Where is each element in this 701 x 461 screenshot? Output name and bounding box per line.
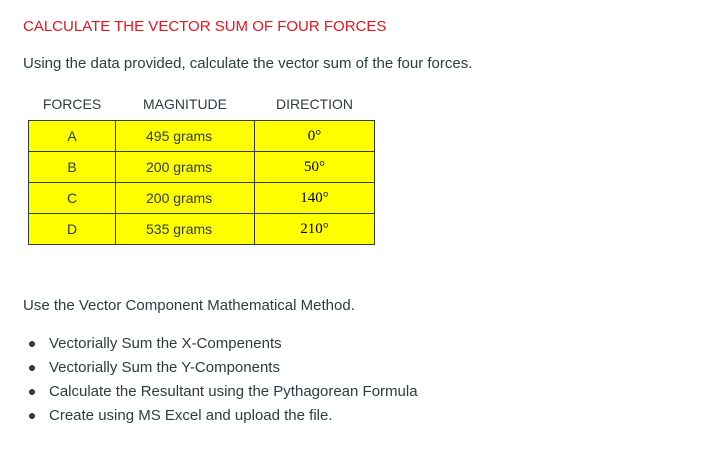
list-item-text: Create using MS Excel and upload the file. [49,407,333,424]
direction-cell: 0° [255,121,375,152]
direction-cell: 140° [255,183,375,214]
list-item-text: Vectorially Sum the X-Compenents [49,335,282,352]
bullet-icon [29,389,35,395]
list-item-text: Calculate the Resultant using the Pythagorean Formula [49,383,418,400]
header-direction: DIRECTION [255,88,375,121]
method-text: Use the Vector Component Mathematical Method. [23,297,355,314]
table-row [29,152,375,183]
magnitude-cell: 495 grams [116,121,255,152]
table-row [29,183,375,214]
steps-list [23,332,418,428]
list-item [49,380,418,404]
header-magnitude: MAGNITUDE [116,88,255,121]
magnitude-cell: 535 grams [116,214,255,245]
list-item [49,332,418,356]
table-row [29,121,375,152]
forces-table [28,88,375,245]
direction-cell: 210° [255,214,375,245]
list-item [49,356,418,380]
magnitude-cell: 200 grams [116,183,255,214]
force-cell: D [29,214,116,245]
force-cell: C [29,183,116,214]
bullet-icon [29,365,35,371]
table-row [29,214,375,245]
magnitude-cell: 200 grams [116,152,255,183]
direction-cell: 50° [255,152,375,183]
force-cell: A [29,121,116,152]
bullet-icon [29,341,35,347]
list-item-text: Vectorially Sum the Y-Components [49,359,280,376]
assignment-title: CALCULATE THE VECTOR SUM OF FOUR FORCES [23,18,387,35]
list-item [49,404,418,428]
header-forces: FORCES [29,88,116,121]
intro-text: Using the data provided, calculate the vector sum of the four forces. [23,55,473,72]
bullet-icon [29,413,35,419]
table-header-row [29,88,375,121]
force-cell: B [29,152,116,183]
